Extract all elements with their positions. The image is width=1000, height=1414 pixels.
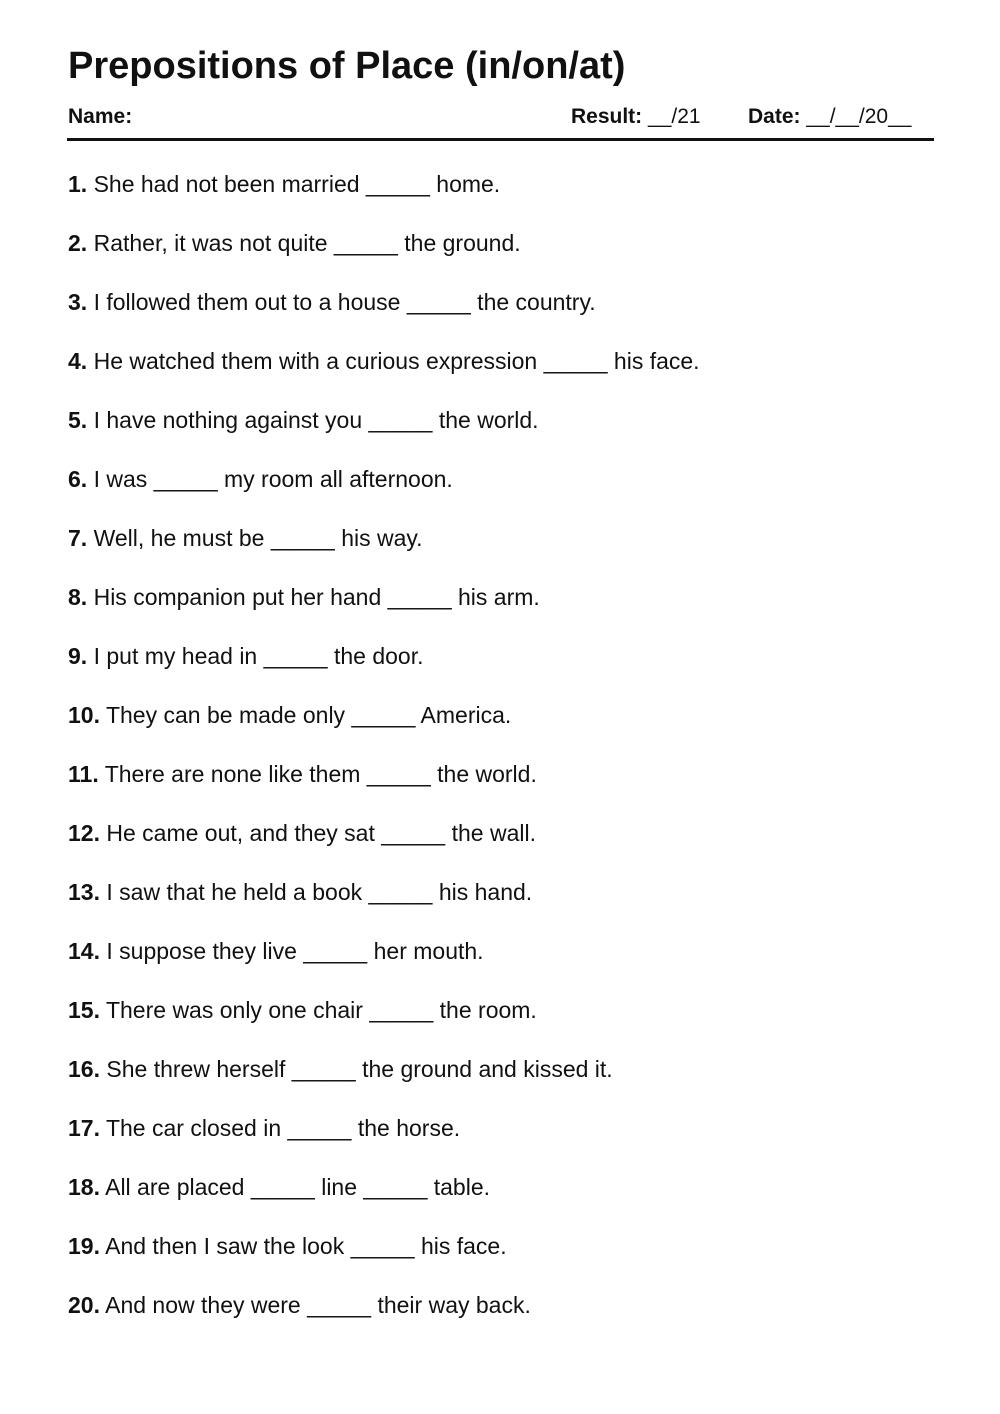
question-text: She had not been married _____ home. bbox=[93, 171, 501, 197]
result-label: Result: bbox=[571, 105, 643, 128]
question-item bbox=[68, 1230, 700, 1289]
question-text: I saw that he held a book _____ his hand. bbox=[106, 879, 533, 905]
question-text: And then I saw the look _____ his face. bbox=[105, 1233, 507, 1259]
question-item bbox=[68, 168, 700, 227]
question-number: 2. bbox=[68, 230, 88, 256]
question-text: She threw herself _____ the ground and kissed it. bbox=[106, 1056, 613, 1082]
question-number: 18. bbox=[68, 1174, 100, 1200]
question-text: I was _____ my room all afternoon. bbox=[93, 466, 453, 492]
date-label: Date: bbox=[748, 105, 801, 128]
question-text: I put my head in _____ the door. bbox=[93, 643, 424, 669]
question-item bbox=[68, 1171, 700, 1230]
question-number: 7. bbox=[68, 525, 88, 551]
question-number: 13. bbox=[68, 879, 100, 905]
question-item bbox=[68, 522, 700, 581]
question-text: All are placed _____ line _____ table. bbox=[105, 1174, 491, 1200]
question-item bbox=[68, 994, 700, 1053]
question-text: I suppose they live _____ her mouth. bbox=[106, 938, 484, 964]
question-item bbox=[68, 758, 700, 817]
question-number: 4. bbox=[68, 348, 88, 374]
question-text: He watched them with a curious expression _____ his face. bbox=[93, 348, 700, 374]
question-item bbox=[68, 227, 700, 286]
question-text: And now they were _____ their way back. bbox=[105, 1292, 531, 1318]
date-field bbox=[748, 103, 911, 131]
question-text: Rather, it was not quite _____ the ground. bbox=[93, 230, 521, 256]
question-item bbox=[68, 345, 700, 404]
question-number: 16. bbox=[68, 1056, 100, 1082]
question-number: 9. bbox=[68, 643, 88, 669]
result-value: __/21 bbox=[648, 105, 701, 128]
question-item bbox=[68, 1112, 700, 1171]
question-number: 10. bbox=[68, 702, 100, 728]
question-text: I have nothing against you _____ the world. bbox=[93, 407, 539, 433]
date-value: __/__/20__ bbox=[806, 105, 912, 128]
question-text: His companion put her hand _____ his arm. bbox=[93, 584, 540, 610]
question-number: 20. bbox=[68, 1292, 100, 1318]
question-number: 17. bbox=[68, 1115, 100, 1141]
question-text: Well, he must be _____ his way. bbox=[93, 525, 423, 551]
question-number: 5. bbox=[68, 407, 88, 433]
header-row bbox=[68, 103, 933, 131]
question-list bbox=[68, 168, 700, 1348]
question-item bbox=[68, 1053, 700, 1112]
question-number: 3. bbox=[68, 289, 88, 315]
question-text: They can be made only _____ America. bbox=[105, 702, 512, 728]
question-item bbox=[68, 463, 700, 522]
question-number: 19. bbox=[68, 1233, 100, 1259]
question-number: 11. bbox=[68, 761, 99, 787]
question-item bbox=[68, 1289, 700, 1348]
page-title: Prepositions of Place (in/on/at) bbox=[68, 45, 626, 87]
name-label: Name: bbox=[68, 105, 133, 128]
question-number: 15. bbox=[68, 997, 100, 1023]
question-item bbox=[68, 699, 700, 758]
question-item bbox=[68, 286, 700, 345]
header-divider bbox=[67, 138, 934, 141]
question-text: I followed them out to a house _____ the country. bbox=[93, 289, 596, 315]
question-item bbox=[68, 817, 700, 876]
question-text: He came out, and they sat _____ the wall. bbox=[106, 820, 536, 846]
question-item bbox=[68, 404, 700, 463]
question-number: 6. bbox=[68, 466, 88, 492]
result-field bbox=[571, 103, 701, 131]
question-text: There are none like them _____ the world. bbox=[104, 761, 537, 787]
question-item bbox=[68, 935, 700, 994]
question-text: The car closed in _____ the horse. bbox=[105, 1115, 461, 1141]
question-item bbox=[68, 581, 700, 640]
question-number: 8. bbox=[68, 584, 88, 610]
question-number: 14. bbox=[68, 938, 100, 964]
question-item bbox=[68, 876, 700, 935]
question-text: There was only one chair _____ the room. bbox=[105, 997, 537, 1023]
question-number: 1. bbox=[68, 171, 88, 197]
question-item bbox=[68, 640, 700, 699]
question-number: 12. bbox=[68, 820, 100, 846]
